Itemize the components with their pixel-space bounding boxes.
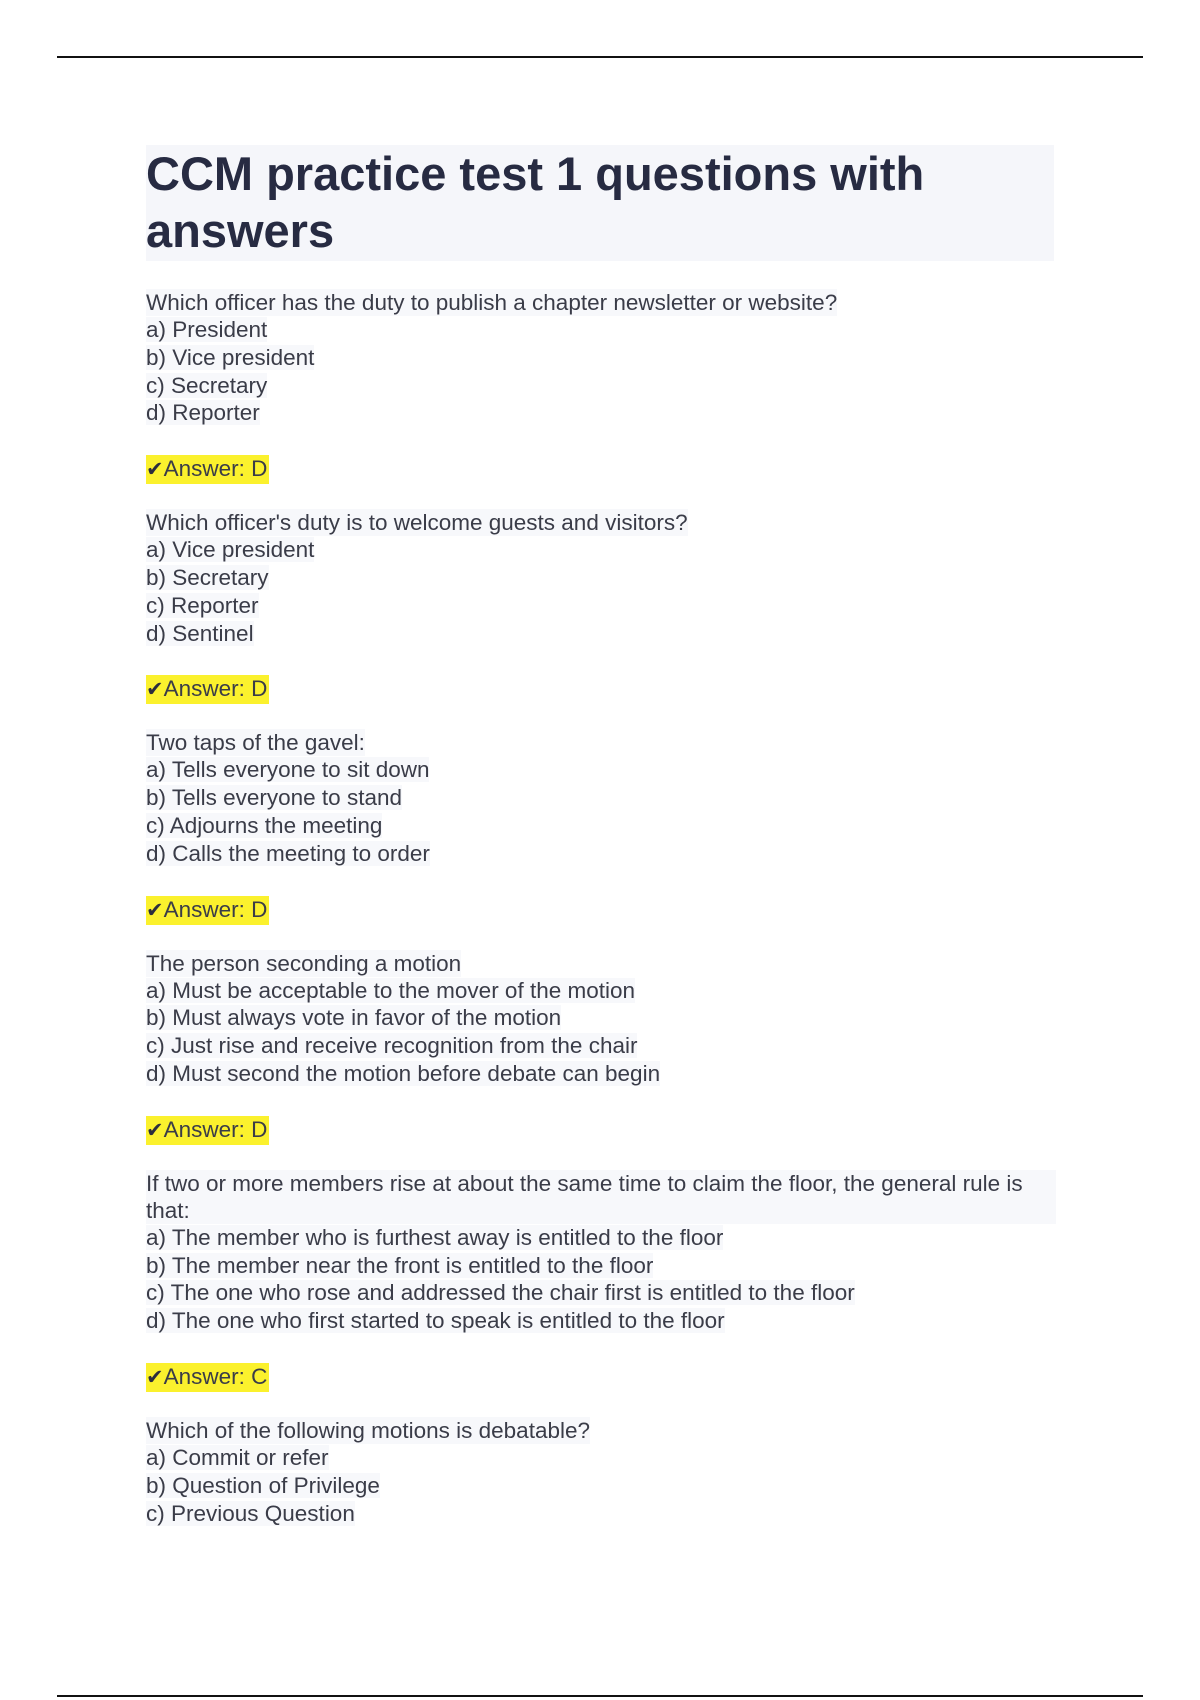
option-item xyxy=(146,977,1056,1005)
option-text: d) Reporter xyxy=(146,400,260,426)
option-text: c) Reporter xyxy=(146,592,259,618)
question-text: Which officer's duty is to welcome guests and visitors? xyxy=(146,510,688,536)
option-text: d) Must second the motion before debate can begin xyxy=(146,1060,661,1086)
option-text: d) Sentinel xyxy=(146,620,254,646)
option-item xyxy=(146,536,1056,564)
option-item xyxy=(146,1444,1056,1472)
option-item xyxy=(146,1252,1056,1280)
option-item xyxy=(146,1472,1056,1500)
option-text: b) Question of Privilege xyxy=(146,1472,380,1498)
check-icon: ✔ xyxy=(146,1365,164,1389)
check-icon: ✔ xyxy=(146,898,164,922)
option-item xyxy=(146,1500,1056,1528)
option-item xyxy=(146,620,1056,648)
header-rule xyxy=(57,56,1143,58)
answer-row xyxy=(146,455,1056,483)
check-icon: ✔ xyxy=(146,1118,164,1142)
option-text: c) Previous Question xyxy=(146,1500,355,1526)
question-text: Two taps of the gavel: xyxy=(146,730,365,756)
option-list xyxy=(146,1224,1056,1335)
option-text: d) Calls the meeting to order xyxy=(146,840,430,866)
answer-row xyxy=(146,675,1056,703)
option-text: b) The member near the front is entitled to the floor xyxy=(146,1252,654,1278)
option-text: d) The one who first started to speak is entitled to the floor xyxy=(146,1308,725,1334)
footer-rule xyxy=(57,1695,1143,1697)
option-list xyxy=(146,536,1056,647)
answer-text: Answer: D xyxy=(163,896,268,922)
question-block xyxy=(146,729,1056,923)
option-item xyxy=(146,1224,1056,1252)
option-text: b) Secretary xyxy=(146,564,269,590)
title-block xyxy=(146,145,1054,261)
question-text: The person seconding a motion xyxy=(146,950,462,976)
option-item xyxy=(146,756,1056,784)
question-text: Which of the following motions is debatable? xyxy=(146,1417,591,1443)
option-item xyxy=(146,372,1056,400)
option-text: a) Commit or refer xyxy=(146,1444,329,1470)
question-block xyxy=(146,289,1056,483)
option-text: c) Just rise and receive recognition from the chair xyxy=(146,1033,638,1059)
answer-text: Answer: D xyxy=(163,456,268,482)
question-block xyxy=(146,1170,1056,1391)
option-text: c) Secretary xyxy=(146,372,268,398)
answer-highlight xyxy=(146,1363,269,1392)
option-text: a) The member who is furthest away is entitled to the floor xyxy=(146,1224,724,1250)
question-text: Which officer has the duty to publish a chapter newsletter or website? xyxy=(146,290,838,315)
answer-row xyxy=(146,896,1056,924)
page-title: CCM practice test 1 questions with answers xyxy=(146,147,925,257)
answer-text: Answer: C xyxy=(163,1363,268,1389)
option-item xyxy=(146,784,1056,812)
check-icon: ✔ xyxy=(146,678,164,702)
option-text: a) Tells everyone to sit down xyxy=(146,757,430,783)
answer-highlight xyxy=(146,1116,269,1145)
option-item xyxy=(146,564,1056,592)
answer-row xyxy=(146,1363,1056,1391)
question-block xyxy=(146,509,1056,703)
check-icon: ✔ xyxy=(146,458,164,482)
option-text: b) Tells everyone to stand xyxy=(146,785,402,811)
option-list xyxy=(146,977,1056,1088)
option-item xyxy=(146,840,1056,868)
answer-highlight xyxy=(146,896,269,925)
option-item xyxy=(146,1032,1056,1060)
option-item xyxy=(146,344,1056,372)
option-text: b) Must always vote in favor of the motion xyxy=(146,1005,562,1031)
option-list xyxy=(146,756,1056,867)
answer-text: Answer: D xyxy=(163,676,268,702)
option-text: c) The one who rose and addressed the chair first is entitled to the floor xyxy=(146,1280,855,1306)
document-body xyxy=(146,145,1056,1527)
answer-row xyxy=(146,1116,1056,1144)
question-block xyxy=(146,950,1056,1144)
answer-highlight xyxy=(146,675,269,704)
option-text: a) President xyxy=(146,317,268,342)
option-item xyxy=(146,1279,1056,1307)
option-list xyxy=(146,1444,1056,1527)
option-text: b) Vice president xyxy=(146,344,315,370)
option-list xyxy=(146,316,1056,427)
option-item xyxy=(146,1004,1056,1032)
option-text: a) Must be acceptable to the mover of the motion xyxy=(146,977,636,1003)
question-block xyxy=(146,1417,1056,1527)
option-item xyxy=(146,812,1056,840)
question-text: If two or more members rise at about the same time to claim the floor, the general rule is that: xyxy=(146,1170,1056,1224)
option-item xyxy=(146,1307,1056,1335)
answer-text: Answer: D xyxy=(163,1116,268,1142)
option-item xyxy=(146,399,1056,427)
option-item xyxy=(146,316,1056,344)
option-item xyxy=(146,592,1056,620)
answer-highlight xyxy=(146,455,269,484)
option-text: a) Vice president xyxy=(146,537,315,563)
option-text: c) Adjourns the meeting xyxy=(146,812,383,838)
option-item xyxy=(146,1060,1056,1088)
